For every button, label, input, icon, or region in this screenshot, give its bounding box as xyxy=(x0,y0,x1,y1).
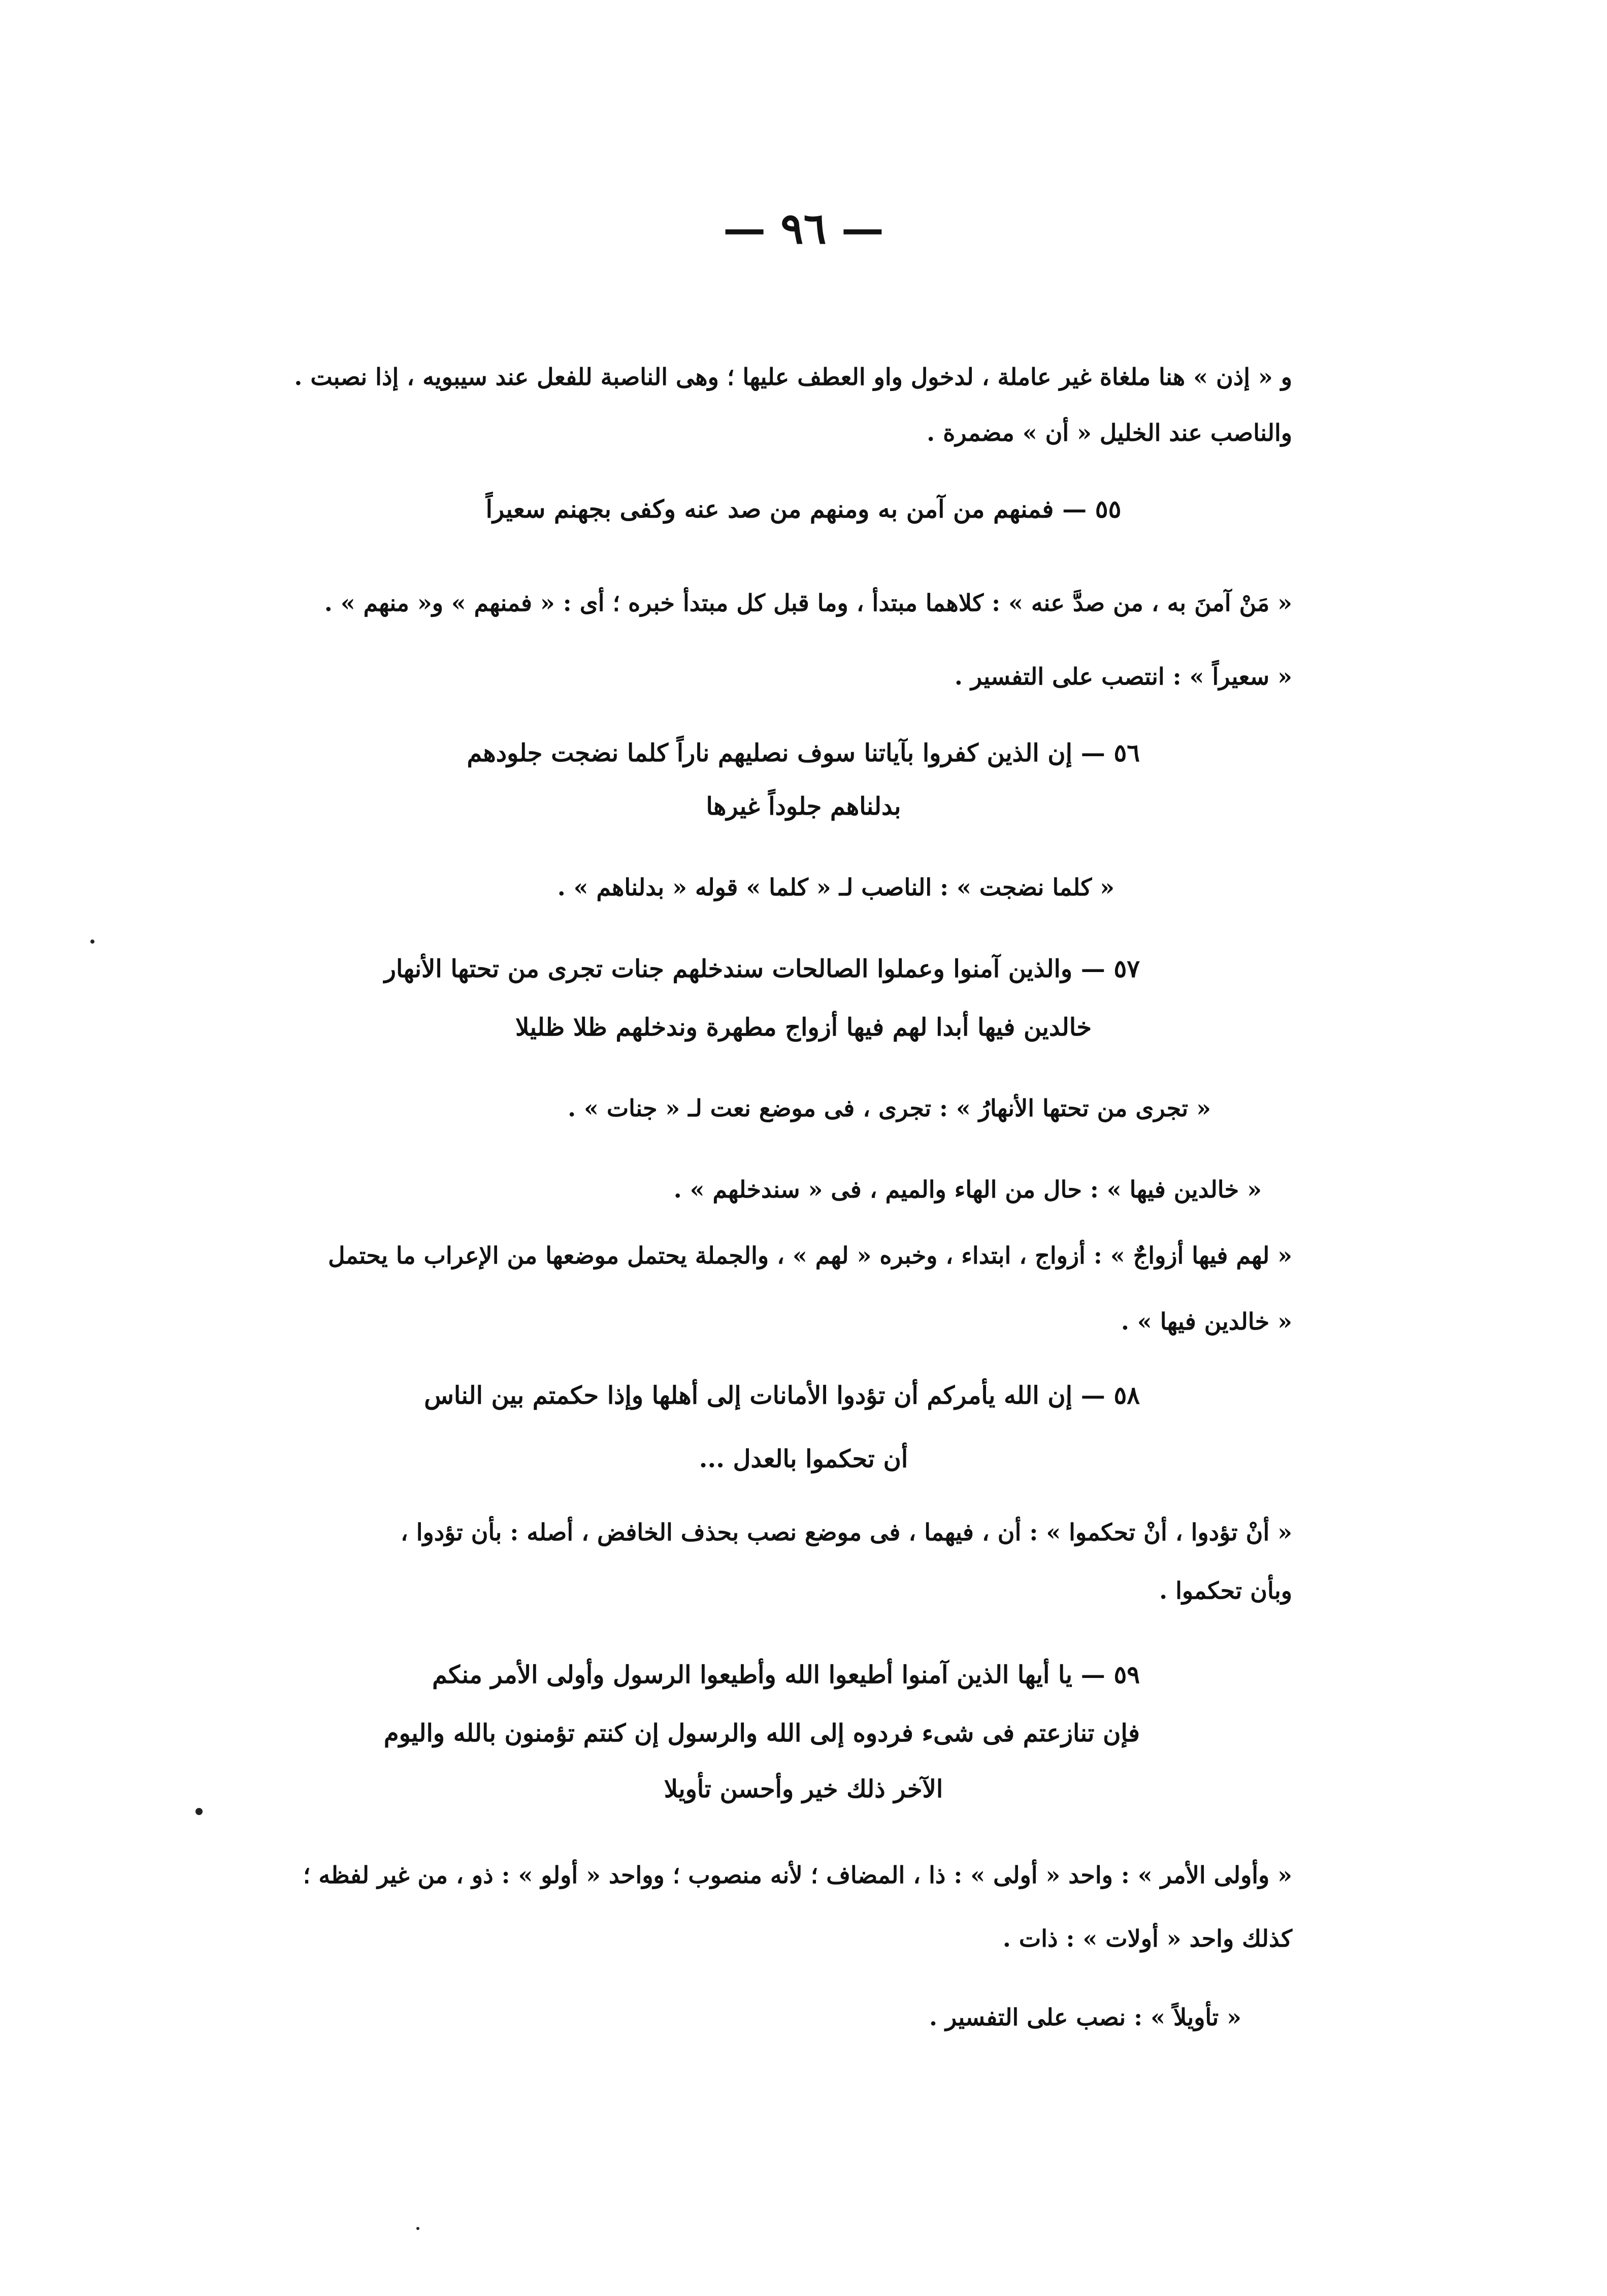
verse-58-line-1: ٥٨ — إن الله يأمركم أن تؤدوا الأمانات إلى أهلها وإذا حكمتم بين الناس xyxy=(424,1381,1140,1410)
verse-57-line-2: خالدين فيها أبدا لهم فيها أزواج مطهرة وندخلهم ظلا ظليلا xyxy=(515,1013,1092,1042)
verse-56-line-1: ٥٦ — إن الذين كفروا بآياتنا سوف نصليهم ناراً كلما نضجت جلودهم xyxy=(467,739,1140,767)
note-57-1: « تجرى من تحتها الأنهارُ » : تجرى ، فى موضع نعت لـ « جنات » . xyxy=(568,1094,1211,1122)
note-58-1: « أنْ تؤدوا ، أنْ تحكموا » : أن ، فيهما ، فى موضع نصب بحذف الخافض ، أصله : بأن تؤدوا ، xyxy=(400,1518,1292,1546)
note-59-1: « وأولى الأمر » : واحد « أولى » : ذا ، المضاف ؛ لأنه منصوب ؛ وواحد « أولو » : ذو ، من غير لفظه ؛ xyxy=(303,1861,1292,1889)
verse-55: ٥٥ — فمنهم من آمن به ومنهم من صد عنه وكفى بجهنم سعيراً xyxy=(485,495,1122,524)
scan-speck xyxy=(195,1808,203,1815)
scan-speck xyxy=(416,2227,419,2230)
verse-58-line-2: أن تحكموا بالعدل ... xyxy=(699,1445,908,1473)
scan-speck xyxy=(90,940,94,944)
verse-59-line-3: الآخر ذلك خير وأحسن تأويلا xyxy=(664,1775,943,1803)
intro-line-1: و « إذن » هنا ملغاة غير عاملة ، لدخول واو العطف عليها ؛ وهى الناصبة للفعل عند سيبويه ، إذا نصبت . xyxy=(294,363,1292,391)
note-57-3: « لهم فيها أزواجٌ » : أزواج ، ابتداء ، وخبره « لهم » ، والجملة يحتمل موضعها من الإعراب ما يحتمل xyxy=(328,1242,1292,1269)
note-55-2: « سعيراً » : انتصب على التفسير . xyxy=(954,663,1292,690)
verse-59-line-1: ٥٩ — يا أيها الذين آمنوا أطيعوا الله وأطيعوا الرسول وأولى الأمر منكم xyxy=(432,1661,1140,1689)
note-58-2: وبأن تحكموا . xyxy=(1159,1577,1292,1604)
verse-59-line-2: فإن تنازعتم فى شىء فردوه إلى الله والرسول إن كنتم تؤمنون بالله واليوم xyxy=(383,1719,1140,1748)
intro-line-2: والناصب عند الخليل « أن » مضمرة . xyxy=(927,419,1292,446)
note-59-3: « تأويلاً » : نصب على التفسير . xyxy=(929,2003,1241,2031)
note-57-2: « خالدين فيها » : حال من الهاء والميم ، فى « سندخلهم » . xyxy=(673,1176,1262,1203)
note-57-4: « خالدين فيها » . xyxy=(1121,1308,1292,1335)
verse-57-line-1: ٥٧ — والذين آمنوا وعملوا الصالحات سندخلهم جنات تجرى من تحتها الأنهار xyxy=(384,955,1140,983)
verse-56-line-2: بدلناهم جلوداً غيرها xyxy=(706,792,901,821)
note-55-1: « مَنْ آمنَ به ، من صدَّ عنه » : كلاهما مبتدأ ، وما قبل كل مبتدأ خبره ؛ أى : « فمنهم » و« منهم » . xyxy=(324,589,1292,617)
page-number: — ٩٦ — xyxy=(723,203,884,253)
note-56-1: « كلما نضجت » : الناصب لـ « كلما » قوله « بدلناهم » . xyxy=(557,874,1114,901)
note-59-2: كذلك واحد « أولات » : ذات . xyxy=(1002,1925,1292,1952)
